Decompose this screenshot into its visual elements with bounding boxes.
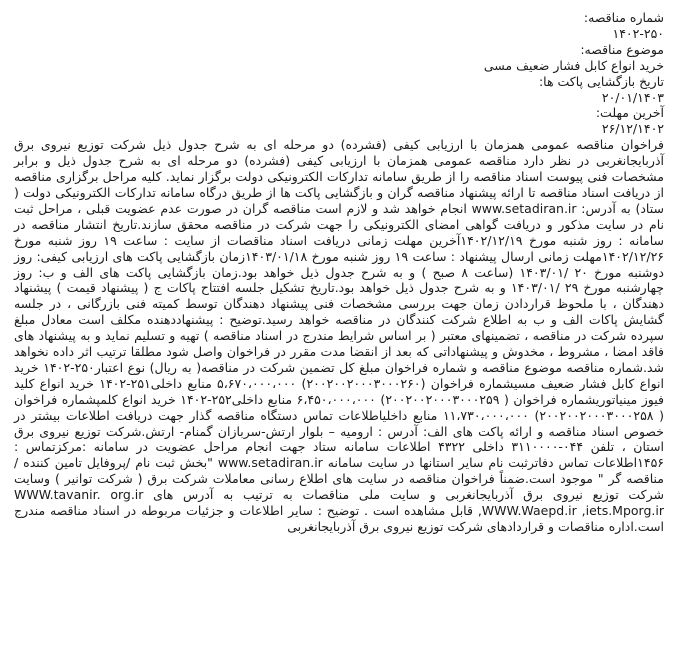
opening-date-label: تاریخ بازگشایی پاکت ها:: [538, 73, 664, 89]
notice-body: فراخوان مناقصه عمومی همزمان با ارزیابی کیفی (فشرده) دو مرحله ای به شرح جدول ذیل شرکت توزیع نیروی برق آذربایجانغربی در نظر دارد مناقصه عمومی همزمان با ارزیابی کیفی (فشرده) دو مرحله ای به شرح جدول ذیل و برابر مشخصات فنی پیوست اسناد مناقصه را از طریق سامانه تدارکات الکترونیکی دولت برگزار نماید. کلیه مراحل برگزاری مناقصه از دریافت اسناد مناقصه تا ارائه پیشنهاد مناقصه گران و بازگشایی پاکت ها از طریق درگاه سامانه تدارکات الکترونیکی دولت ( ستاد) به آدرس: www.setadiran.ir انجام خواهد شد و لازم است مناقصه گران در صورت عدم عضویت قبلی ، مراحل ثبت نام در سایت مذکور و دریافت گواهی امضای الکترونیکی را جهت شرکت در مناقصه محقق سازند.تاریخ انتشار مناقصه در سامانه : روز شنبه مورخ ۱۴۰۲/۱۲/۱۹آخرین مهلت زمانی دریافت اسناد مناقصات از سایت : ساعت ۱۹ روز شنبه مورخ ۱۴۰۲/۱۲/۲۶مهلت زمانی ارسال پیشنهاد : ساعت ۱۹ روز شنبه مورخ ۱۴۰۳/۰۱/۱۸زمان بازگشایی پاکت های ارزیابی کیفی: روز دوشنبه مورخ ۲۰ /۱۴۰۳/۰۱ (ساعت ۸ صبح ) و به شرح جدول ذیل خواهد بود.زمان بازگشایی پاکت های الف و ب: روز چهارشنبه مورخ ۲۹ /۱۴۰۳/۰۱ و به شرح جدول ذیل خواهد بود.تاریخ تشکیل جلسه افتتاح پاکات ج ( پیشنهاد قیمت ) پیشنهاد دهندگان ، با ملحوظ قراردادن زمان جهت بررسی مشخصات فنی پیشنهاد دهندگان توسط کمیته فنی بازرگانی ، در جلسه گشایش پاکات الف و ب به اطلاع شرکت کنندگان در مناقصه خواهد رسید.توضیح : پیشنهاددهنده مکلف است معادل مبلغ سپرده شرکت در مناقصه ، تضمینهای معتبر ( بر اساس شرایط مندرج در اسناد مناقصه ) تهیه و تسلیم نماید و به پیشنهاد های فاقد امضا ، مشروط ، مخدوش و پیشنهاداتی که بعد از انقضا مدت مقرر در فراخوان واصل شود مطلقا ترتیب اثر داده نخواهد شد.شماره مناقصه موضوع مناقصه و شماره فراخوان مبلغ کل تضمین شرکت در مناقصه( به ریال) نوع اعتبار۲۵۰-۱۴۰۲ خرید انواع کابل فشار ضعیف مسیشماره فراخوان (۲۰۰۲۰۰۲۰۰۰۳۰۰۰۲۶۰) ۵،۶۷۰،۰۰۰،۰۰۰ منابع داخلی۲۵۱-۱۴۰۲ خرید انواع کلید فیوز مینیاتوریشماره فراخوان ( ۲۰۰۲۰۰۲۰۰۰۳۰۰۰۲۵۹) ۶،۴۵۰،۰۰۰،۰۰۰ منابع داخلی۲۵۲-۱۴۰۲ خرید انواع کلمپشماره فراخوان ( ۲۰۰۲۰۰۲۰۰۰۳۰۰۰۲۵۸) ۱۱،۷۳۰،۰۰۰،۰۰۰ منابع داخلیاطلاعات تماس دستگاه مناقصه گذار جهت دریافت اطلاعات بیشتر در خصوص اسناد مناقصه و ارائه پاکت های الف: آدرس : ارومیه – بلوار ارتش-سربازان گمنام- ارتش.شرکت توزیع نیروی برق استان ، تلفن ۰۴۴-۳۱۱۰۰۰۰ داخلی ۴۳۲۲ اطلاعات سامانه ستاد جهت انجام مراحل عضویت در سامانه :مرکزتماس : ۱۴۵۶اطلاعات تماس دفاترثبت نام سایر استانها در سایت سامانه www.setadiran.ir "بخش ثبت نام /پروفایل تامین کننده /مناقصه گر " موجود است.ضمناً فراخوان مناقصه در سایت های اطلاع رسانی معاملات شرکت برق ( شرکت توانیر ) وسایت شرکت توزیع نیروی برق آذربایجانغربی و سایت ملی مناقصات به ترتیب به آدرس های WWW.tavanir. org.ir ,WWW.Waepd.ir ,iets.Mporg.ir قابل مشاهده است . توضیح : سایر اطلاعات و جزئیات مربوطه در اسناد مناقصه مندرج است.اداره مناقصات و قراردادهای شرکت توزیع نیروی برق آذربایجانغربی: [14, 137, 665, 534]
tender-number-label: شماره مناقصه:: [583, 10, 664, 25]
opening-date: ۲۰/۰۱/۱۴۰۳: [601, 89, 664, 105]
deadline: ۲۶/۱۲/۱۴۰۲: [601, 121, 664, 137]
tender-number: ۱۴۰۲-۲۵۰: [612, 25, 664, 41]
notice-header: [14, 10, 664, 137]
deadline-label: آخرین مهلت:: [595, 105, 664, 121]
subject-label: موضوع مناقصه:: [580, 41, 664, 57]
subject: خرید انواع کابل فشار ضعیف مسی: [483, 57, 664, 73]
